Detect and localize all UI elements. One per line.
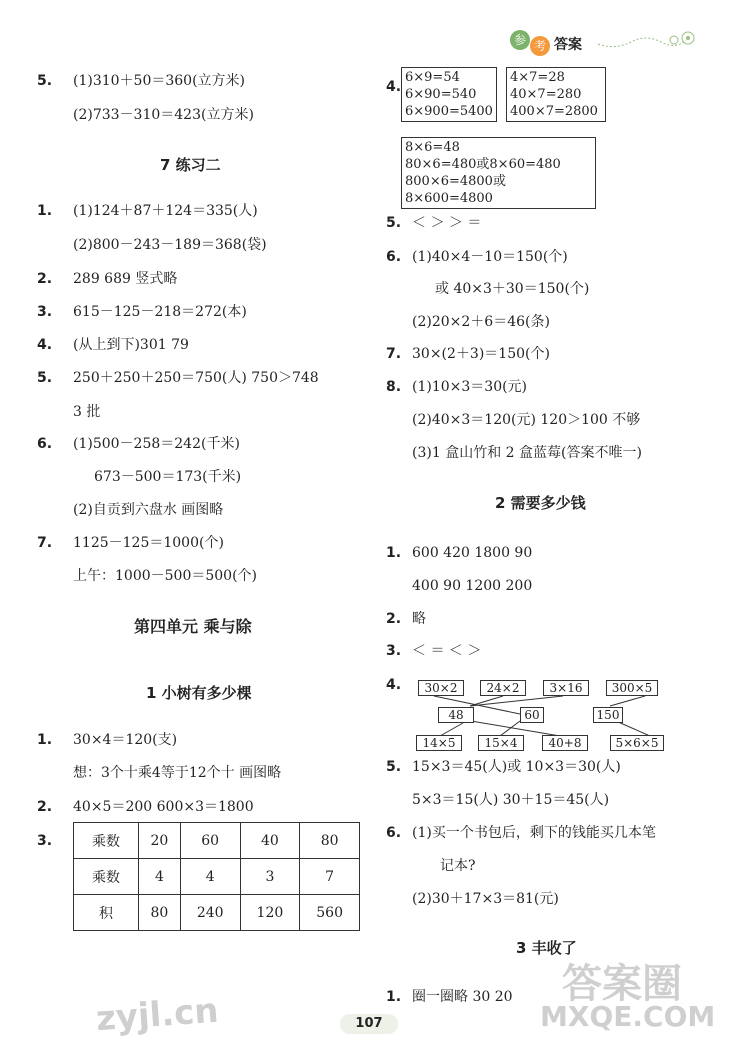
table-cell: 20: [139, 823, 181, 859]
table-cell: 40: [240, 823, 300, 859]
match-mid-1: 48: [438, 707, 474, 723]
left-item-10: 6. (1)500－258＝242(千米): [37, 436, 240, 452]
table-cell: 80: [139, 895, 181, 931]
box-line: 6×900=5400: [405, 104, 493, 119]
right-line-12: (3)1 盒山竹和 2 盒蓝莓(答案不唯一): [412, 445, 642, 461]
header-badge-can: 参: [510, 30, 530, 50]
right-item-5: 5. ＜ ＞ ＞ ＝: [386, 215, 482, 231]
match-bot-2: 15×4: [478, 735, 524, 751]
left-item-13: 7. 1125－125＝1000(个): [37, 535, 224, 551]
left-item-17: 2. 40×5＝200 600×3＝1800: [37, 799, 254, 815]
section-title-trees: 1 小树有多少棵: [146, 684, 252, 702]
left-item-18-num: 3.: [37, 833, 53, 849]
box-line: 6×90=540: [405, 87, 477, 102]
table-cell: 3: [240, 859, 300, 895]
match-top-3: 3×16: [543, 680, 589, 696]
box-line: 400×7=2800: [510, 104, 598, 119]
section-title-money: 2 需要多少钱: [495, 494, 586, 512]
box-line: 8×6=48: [405, 140, 460, 155]
left-item-7: 4. (从上到下)301 79: [37, 337, 189, 353]
match-bot-4: 5×6×5: [610, 735, 664, 751]
table-cell: 60: [180, 823, 240, 859]
left-line-14: 上午：1000－500＝500(个): [73, 568, 257, 584]
table-cell: 560: [300, 895, 360, 931]
table-cell: 240: [180, 895, 240, 931]
match-bot-1: 14×5: [416, 735, 462, 751]
left-line-9: 3 批: [73, 404, 101, 420]
match-mid-2: 60: [520, 707, 544, 723]
header-badge-kao: 考: [530, 36, 550, 56]
left-line-16: 想：3个十乘4等于12个十 画图略: [73, 765, 282, 781]
table-cell: 4: [180, 859, 240, 895]
right-item-9: 7. 30×(2＋3)＝150(个): [386, 346, 550, 362]
table-cell: 乘数: [74, 859, 139, 895]
right-line-14: 400 90 1200 200: [412, 578, 533, 594]
left-line-2: (2)733－310＝423(立方米): [73, 107, 254, 123]
box-line: 4×7=28: [510, 70, 565, 85]
match-bot-3: 40+8: [542, 735, 588, 751]
right-item-6: 6. (1)40×4－10＝150(个): [386, 249, 568, 265]
right-line-8: (2)20×2＋6＝46(条): [412, 314, 550, 330]
box-line: 40×7=280: [510, 87, 582, 102]
left-item-1: 5. (1)310＋50＝360(立方米): [37, 73, 246, 89]
right-item-18: 5. 15×3＝45(人)或 10×3＝30(人): [386, 759, 621, 775]
right-line-7: 或 40×3＋30＝150(个): [435, 281, 590, 297]
left-item-15: 1. 30×4＝120(支): [37, 732, 178, 748]
right-line-21: 记本?: [440, 858, 476, 874]
watermark-left: zyjl.cn: [94, 990, 220, 1040]
left-item-5: 2. 289 689 竖式略: [37, 271, 178, 287]
box-line: 80×6=480或8×60=480: [405, 157, 561, 172]
left-line-12: (2)自贡到六盘水 画图略: [73, 502, 224, 518]
watermark-right-top: 答案圈: [562, 961, 682, 1007]
box-line: 6×9=54: [405, 70, 460, 85]
box-line: 800×6=4800或8×600=4800: [405, 174, 506, 206]
match-top-1: 30×2: [418, 680, 464, 696]
right-item-4-num: 4.: [386, 79, 402, 95]
right-line-22: (2)30＋17×3＝81(元): [412, 891, 559, 907]
watermark-right-bottom: MXQE.COM: [540, 1000, 716, 1033]
match-top-2: 24×2: [480, 680, 526, 696]
right-line-19: 5×3＝15(人) 30＋15＝45(人): [412, 792, 610, 808]
right-item-13: 1. 600 420 1800 90: [386, 545, 533, 561]
section-title-harvest: 3 丰收了: [516, 939, 577, 957]
right-line-11: (2)40×3＝120(元) 120＞100 不够: [412, 412, 641, 428]
table-cell: 120: [240, 895, 300, 931]
left-item-3: 1. (1)124＋87＋124＝335(人): [37, 203, 258, 219]
right-item-15: 2. 略: [386, 611, 426, 627]
right-item-16: 3. ＜ ＝ ＜ ＞: [386, 643, 482, 659]
left-line-11: 673－500＝173(千米): [94, 469, 242, 485]
unit-title: 第四单元 乘与除: [134, 617, 252, 636]
page-number: 107: [340, 1014, 398, 1034]
table-cell: 7: [300, 859, 360, 895]
header-title: 答案: [554, 37, 582, 53]
section-title-practice-2: 7 练习二: [160, 156, 221, 174]
table-cell: 乘数: [74, 823, 139, 859]
table-cell: 4: [139, 859, 181, 895]
right-item-10: 8. (1)10×3＝30(元): [386, 379, 528, 395]
match-mid-3: 150: [593, 707, 623, 723]
table-cell: 积: [74, 895, 139, 931]
left-line-4: (2)800－243－189＝368(袋): [73, 237, 267, 253]
left-item-8: 5. 250＋250＋250＝750(人) 750＞748: [37, 370, 319, 386]
right-item-23: 1. 圈一圈略 30 20: [386, 989, 513, 1005]
right-item-20: 6. (1)买一个书包后，剩下的钱能买几本笔: [386, 825, 656, 841]
table-cell: 80: [300, 823, 360, 859]
left-item-6: 3. 615－125－218＝272(本): [37, 304, 247, 320]
match-top-4: 300×5: [606, 680, 658, 696]
right-item-17-num: 4.: [386, 677, 402, 693]
